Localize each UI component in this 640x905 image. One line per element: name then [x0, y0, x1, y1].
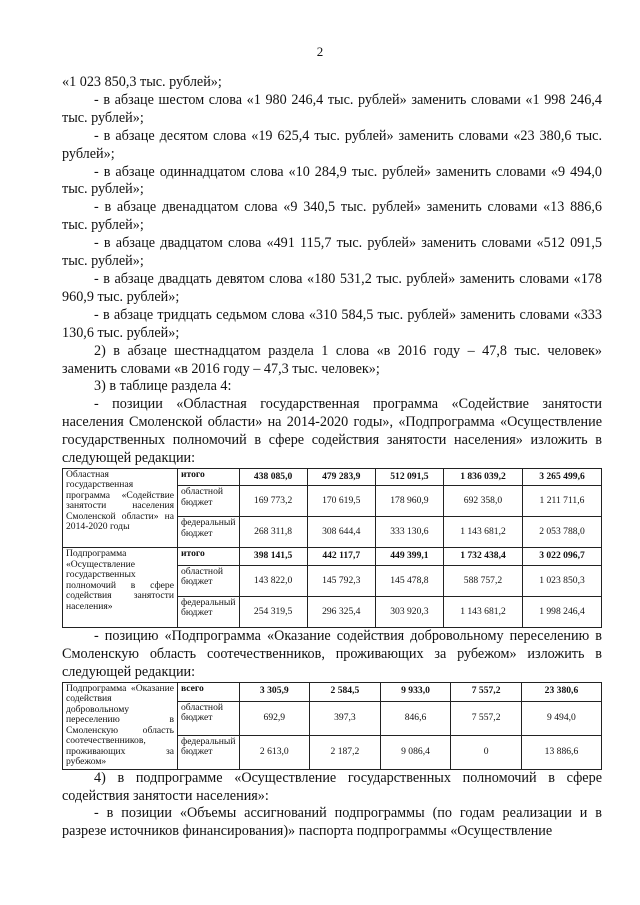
program-name-cell: Областная государственная программа «Содействие занятости населения Смоленской области» на 2014-2020 годы [63, 468, 178, 547]
value-cell: 303 920,3 [375, 596, 443, 627]
value-cell: 1 998 246,4 [522, 596, 601, 627]
paragraph: 2) в абзаце шестнадцатом раздела 1 слова «в 2016 году – 47,8 тыс. человек» заменить словами «в 2016 году – 47,3 тыс. человек»; [62, 342, 602, 377]
document-body [62, 74, 602, 841]
paragraph: - позиции «Областная государственная программа «Содействие занятости населения Смоленской области» на 2014-2020 годы», «Подпрограмма «Осуществление государственных полномочий в сфере содействия занятости населения» изложить в следующей редакции: [62, 396, 602, 467]
budget-table-resettlement [62, 682, 602, 770]
paragraph: - в абзаце тридцать седьмом слова «310 584,5 тыс. рублей» заменить словами «333 130,6 тыс. рублей»; [62, 306, 602, 341]
paragraph-group-b [62, 628, 602, 682]
budget-table-employment [62, 468, 602, 628]
value-cell: 143 822,0 [239, 565, 307, 596]
table-row [63, 548, 602, 565]
funding-source-cell: итого [178, 548, 240, 565]
table-row [63, 468, 602, 485]
value-cell: 442 117,7 [307, 548, 375, 565]
paragraph: - в абзаце одиннадцатом слова «10 284,9 тыс. рублей» заменить словами «9 494,0 тыс. рублей»; [62, 163, 602, 198]
value-cell: 145 478,8 [375, 565, 443, 596]
program-name-cell: Подпрограмма «Оказание содействия добровольному переселению в Смоленскую область соотечественников, проживающих за рубежом» [63, 682, 178, 769]
value-cell: 1 836 039,2 [443, 468, 522, 485]
value-cell: 7 557,2 [451, 682, 522, 701]
value-cell: 9 494,0 [521, 701, 601, 735]
paragraph: - позицию «Подпрограмма «Оказание содействия добровольному переселению в Смоленскую область соотечественников, проживающих за рубежом» изложить в следующей редакции: [62, 627, 602, 680]
paragraph: - в абзаце двенадцатом слова «9 340,5 тыс. рублей» заменить словами «13 886,6 тыс. рублей»; [62, 199, 602, 234]
funding-source-cell: областной бюджет [178, 486, 240, 517]
paragraph: 4) в подпрограмме «Осуществление государственных полномочий в сфере содействия занятости населения»: [62, 769, 602, 804]
paragraph-group-a [62, 74, 602, 468]
value-cell: 333 130,6 [375, 517, 443, 548]
value-cell: 846,6 [380, 701, 451, 735]
program-name-cell: Подпрограмма «Осуществление государственных полномочий в сфере содействия занятости населения» [63, 548, 178, 628]
table-row [63, 682, 602, 701]
value-cell: 449 399,1 [375, 548, 443, 565]
funding-source-cell: федеральный бюджет [178, 596, 240, 627]
value-cell: 1 732 438,4 [443, 548, 522, 565]
value-cell: 13 886,6 [521, 735, 601, 769]
value-cell: 1 143 681,2 [443, 596, 522, 627]
funding-source-cell: всего [178, 682, 240, 701]
funding-source-cell: областной бюджет [178, 701, 240, 735]
value-cell: 3 305,9 [239, 682, 310, 701]
value-cell: 169 773,2 [239, 486, 307, 517]
funding-source-cell: областной бюджет [178, 565, 240, 596]
paragraph: - в абзаце двадцатом слова «491 115,7 тыс. рублей» заменить словами «512 091,5 тыс. рублей»; [62, 235, 602, 270]
paragraph-group-c [62, 770, 602, 842]
value-cell: 438 085,0 [239, 468, 307, 485]
value-cell: 308 644,4 [307, 517, 375, 548]
value-cell: 2 187,2 [310, 735, 381, 769]
paragraph: - в абзаце шестом слова «1 980 246,4 тыс. рублей» заменить словами «1 998 246,4 тыс. рублей»; [62, 91, 602, 126]
funding-source-cell: федеральный бюджет [178, 735, 240, 769]
value-cell: 692 358,0 [443, 486, 522, 517]
value-cell: 3 022 096,7 [522, 548, 601, 565]
paragraph: - в абзаце десятом слова «19 625,4 тыс. рублей» заменить словами «23 380,6 тыс. рублей»; [62, 127, 602, 162]
value-cell: 2 613,0 [239, 735, 310, 769]
page-number: 2 [316, 44, 324, 59]
value-cell: 512 091,5 [375, 468, 443, 485]
value-cell: 268 311,8 [239, 517, 307, 548]
value-cell: 9 933,0 [380, 682, 451, 701]
paragraph: - в абзаце двадцать девятом слова «180 531,2 тыс. рублей» заменить словами «178 960,9 тыс. рублей»; [62, 270, 602, 305]
value-cell: 145 792,3 [307, 565, 375, 596]
value-cell: 397,3 [310, 701, 381, 735]
value-cell: 588 757,2 [443, 565, 522, 596]
value-cell: 170 619,5 [307, 486, 375, 517]
value-cell: 692,9 [239, 701, 310, 735]
value-cell: 479 283,9 [307, 468, 375, 485]
value-cell: 1 143 681,2 [443, 517, 522, 548]
value-cell: 1 211 711,6 [522, 486, 601, 517]
value-cell: 3 265 499,6 [522, 468, 601, 485]
value-cell: 398 141,5 [239, 548, 307, 565]
paragraph: «1 023 850,3 тыс. рублей»; [62, 74, 222, 90]
paragraph: 3) в таблице раздела 4: [94, 378, 232, 395]
value-cell: 2 053 788,0 [522, 517, 601, 548]
value-cell: 1 023 850,3 [522, 565, 601, 596]
value-cell: 23 380,6 [521, 682, 601, 701]
value-cell: 0 [451, 735, 522, 769]
value-cell: 178 960,9 [375, 486, 443, 517]
value-cell: 254 319,5 [239, 596, 307, 627]
value-cell: 9 086,4 [380, 735, 451, 769]
value-cell: 2 584,5 [310, 682, 381, 701]
value-cell: 7 557,2 [451, 701, 522, 735]
value-cell: 296 325,4 [307, 596, 375, 627]
paragraph: - в позиции «Объемы ассигнований подпрограммы (по годам реализации и в разрезе источников финансирования)» паспорта подпрограммы «Осуществление [62, 805, 602, 840]
funding-source-cell: федеральный бюджет [178, 517, 240, 548]
funding-source-cell: итого [178, 468, 240, 485]
